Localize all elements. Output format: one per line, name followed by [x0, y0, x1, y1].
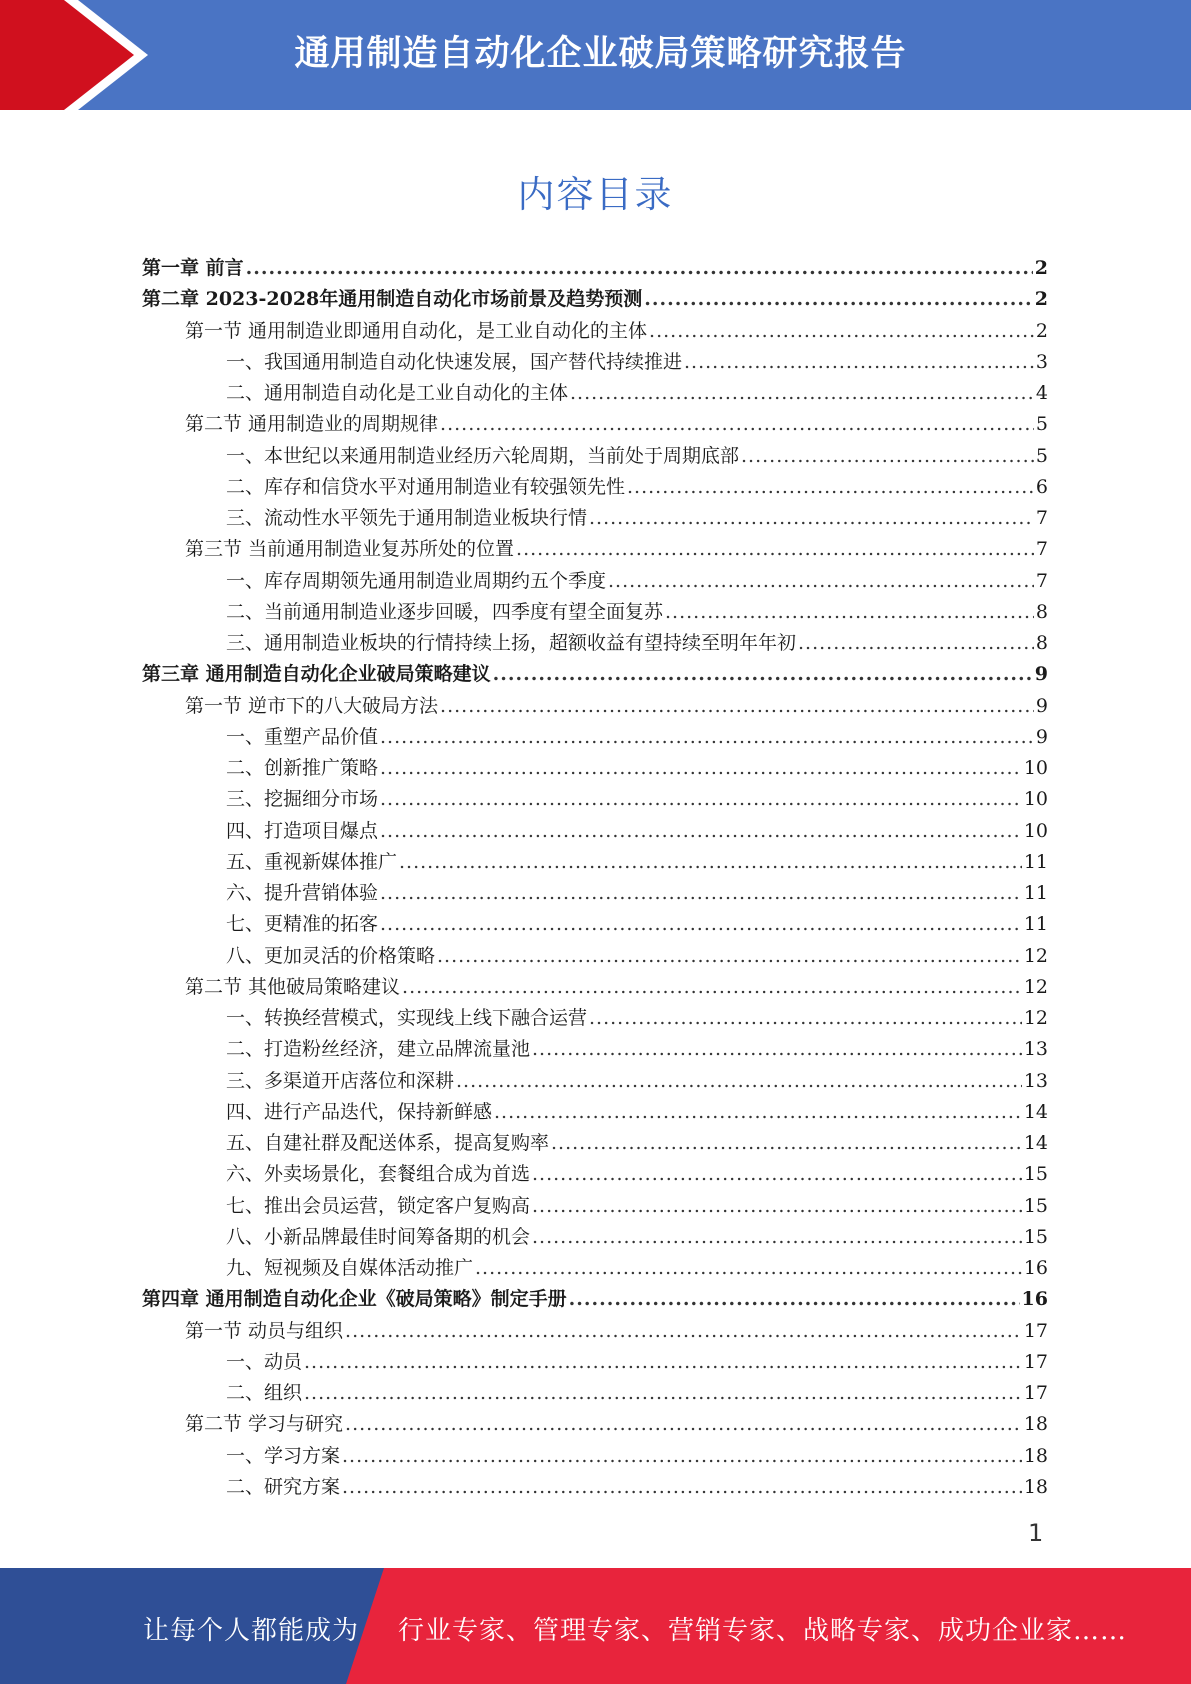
toc-entry-page: 12 — [1023, 944, 1048, 967]
toc-entry-page: 11 — [1023, 850, 1048, 873]
toc-entry-page: 7 — [1035, 569, 1048, 592]
toc-subsection-entry[interactable] — [142, 1034, 1048, 1065]
toc-subsection-entry[interactable] — [142, 1253, 1048, 1284]
toc-dot-leader — [608, 566, 1034, 597]
toc-dot-leader — [741, 441, 1034, 472]
toc-dot-leader — [516, 534, 1034, 565]
toc-entry-title: 第二节 学习与研究 — [185, 1413, 344, 1436]
toc-chapter-entry[interactable] — [142, 659, 1048, 690]
toc-entry-page: 5 — [1035, 413, 1048, 436]
toc-entry-page: 11 — [1023, 882, 1048, 904]
toc-subsection-entry[interactable] — [142, 628, 1048, 659]
toc-entry-title: 第一节 动员与组织 — [185, 1319, 344, 1342]
toc-entry-page: 14 — [1023, 1132, 1048, 1154]
toc-dot-leader — [456, 1066, 1022, 1097]
table-of-contents — [142, 253, 1048, 1503]
toc-subsection-entry[interactable] — [142, 378, 1048, 409]
toc-entry-title: 六、提升营销体验 — [226, 882, 379, 904]
toc-dot-leader — [493, 659, 1033, 690]
toc-dot-leader — [569, 1284, 1020, 1315]
toc-dot-leader — [304, 1347, 1022, 1378]
toc-dot-leader — [532, 1191, 1022, 1222]
toc-entry-title: 第一章 前言 — [142, 257, 244, 279]
toc-entry-page: 18 — [1023, 1444, 1048, 1467]
footer-banner — [0, 1568, 1191, 1684]
toc-entry-page: 14 — [1023, 1100, 1048, 1123]
toc-dot-leader — [440, 409, 1034, 440]
toc-dot-leader — [304, 1378, 1022, 1409]
toc-entry-page: 16 — [1023, 1257, 1048, 1279]
toc-subsection-entry[interactable] — [142, 753, 1048, 784]
toc-dot-leader — [440, 691, 1034, 722]
toc-entry-title: 第四章 通用制造自动化企业《破局策略》制定手册 — [142, 1288, 567, 1311]
toc-dot-leader — [380, 784, 1022, 815]
page-number: 1 — [1028, 1519, 1044, 1547]
toc-entry-page: 17 — [1023, 1319, 1048, 1342]
toc-dot-leader — [649, 316, 1034, 347]
toc-entry-page: 13 — [1023, 1069, 1048, 1092]
toc-entry-page: 2 — [1034, 288, 1048, 311]
toc-chapter-entry[interactable] — [142, 1284, 1048, 1315]
toc-dot-leader — [684, 347, 1034, 378]
toc-entry-page: 17 — [1023, 1382, 1048, 1404]
toc-dot-leader — [342, 1472, 1022, 1503]
toc-entry-page: 10 — [1023, 819, 1048, 842]
toc-dot-leader — [589, 503, 1034, 534]
toc-entry-title: 二、通用制造自动化是工业自动化的主体 — [226, 382, 569, 404]
toc-entry-title: 一、库存周期领先通用制造业周期约五个季度 — [226, 569, 607, 592]
toc-subsection-entry[interactable] — [142, 597, 1048, 628]
toc-section-entry[interactable] — [142, 1409, 1048, 1440]
toc-entry-page: 16 — [1021, 1288, 1048, 1311]
toc-entry-page: 9 — [1035, 694, 1048, 717]
toc-dot-leader — [246, 253, 1033, 284]
toc-entry-page: 7 — [1035, 538, 1048, 561]
toc-entry-page: 7 — [1035, 507, 1048, 529]
toc-entry-title: 二、库存和信贷水平对通用制造业有较强领先性 — [226, 475, 626, 498]
toc-entry-page: 2 — [1035, 319, 1048, 342]
toc-subsection-entry[interactable] — [142, 722, 1048, 753]
toc-subsection-entry[interactable] — [142, 1159, 1048, 1190]
toc-entry-page: 2 — [1034, 257, 1048, 279]
toc-entry-title: 七、推出会员运营，锁定客户复购高 — [226, 1194, 531, 1217]
toc-entry-page: 8 — [1035, 632, 1048, 654]
toc-dot-leader — [532, 1222, 1022, 1253]
toc-subsection-entry[interactable] — [142, 878, 1048, 909]
report-title: 通用制造自动化企业破局策略研究报告 — [294, 34, 907, 74]
toc-section-entry[interactable] — [142, 534, 1048, 565]
toc-entry-title: 四、打造项目爆点 — [226, 819, 379, 842]
toc-chapter-entry[interactable] — [142, 253, 1048, 284]
toc-entry-title: 一、学习方案 — [226, 1444, 341, 1467]
toc-subsection-entry[interactable] — [142, 847, 1048, 878]
toc-entry-page: 9 — [1034, 663, 1048, 686]
toc-dot-leader — [342, 1441, 1022, 1472]
toc-dot-leader — [437, 941, 1022, 972]
toc-section-entry[interactable] — [142, 972, 1048, 1003]
toc-subsection-entry[interactable] — [142, 941, 1048, 972]
toc-dot-leader — [402, 972, 1022, 1003]
toc-subsection-entry[interactable] — [142, 347, 1048, 378]
toc-dot-leader — [532, 1159, 1022, 1190]
toc-entry-page: 5 — [1035, 444, 1048, 467]
toc-entry-page: 10 — [1023, 757, 1048, 779]
toc-entry-page: 12 — [1023, 1007, 1048, 1029]
toc-section-entry[interactable] — [142, 1316, 1048, 1347]
toc-entry-page: 12 — [1023, 975, 1048, 998]
toc-subsection-entry[interactable] — [142, 472, 1048, 503]
toc-entry-title: 二、当前通用制造业逐步回暖，四季度有望全面复苏 — [226, 600, 664, 623]
toc-entry-page: 3 — [1035, 350, 1048, 373]
toc-dot-leader — [627, 472, 1034, 503]
toc-entry-title: 一、转换经营模式，实现线上线下融合运营 — [226, 1007, 588, 1029]
toc-entry-title: 一、重塑产品价值 — [226, 725, 379, 748]
toc-entry-page: 15 — [1023, 1225, 1048, 1248]
toc-dot-leader — [532, 1034, 1022, 1065]
toc-entry-title: 五、自建社群及配送体系，提高复购率 — [226, 1132, 550, 1154]
toc-dot-leader — [380, 878, 1022, 909]
toc-dot-leader — [380, 909, 1022, 940]
toc-dot-leader — [494, 1097, 1022, 1128]
toc-dot-leader — [380, 753, 1022, 784]
toc-subsection-entry[interactable] — [142, 1472, 1048, 1503]
toc-subsection-entry[interactable] — [142, 1128, 1048, 1159]
toc-entry-title: 二、研究方案 — [226, 1475, 341, 1498]
toc-entry-page: 18 — [1023, 1413, 1048, 1436]
toc-dot-leader — [570, 378, 1034, 409]
toc-subsection-entry[interactable] — [142, 1003, 1048, 1034]
toc-entry-title: 三、流动性水平领先于通用制造业板块行情 — [226, 507, 588, 529]
toc-entry-title: 第三节 当前通用制造业复苏所处的位置 — [185, 538, 515, 561]
toc-entry-title: 第一节 逆市下的八大破局方法 — [185, 694, 439, 717]
toc-entry-title: 九、短视频及自媒体活动推广 — [226, 1257, 474, 1279]
toc-dot-leader — [475, 1253, 1022, 1284]
toc-dot-leader — [345, 1409, 1022, 1440]
toc-entry-page: 6 — [1035, 475, 1048, 498]
toc-dot-leader — [399, 847, 1022, 878]
toc-dot-leader — [665, 597, 1034, 628]
toc-subsection-entry[interactable] — [142, 816, 1048, 847]
toc-entry-title: 一、本世纪以来通用制造业经历六轮周期，当前处于周期底部 — [226, 444, 740, 467]
toc-subsection-entry[interactable] — [142, 566, 1048, 597]
toc-section-entry[interactable] — [142, 409, 1048, 440]
toc-entry-page: 9 — [1035, 725, 1048, 748]
toc-subsection-entry[interactable] — [142, 503, 1048, 534]
toc-subsection-entry[interactable] — [142, 1347, 1048, 1378]
toc-entry-title: 三、挖掘细分市场 — [226, 788, 379, 811]
toc-entry-title: 二、组织 — [226, 1382, 303, 1404]
toc-entry-title: 第一节 通用制造业即通用自动化，是工业自动化的主体 — [185, 319, 648, 342]
toc-dot-leader — [380, 722, 1034, 753]
header-banner — [0, 0, 1191, 110]
toc-entry-page: 10 — [1023, 788, 1048, 811]
toc-entry-page: 11 — [1023, 913, 1048, 936]
toc-entry-title: 七、更精准的拓客 — [226, 913, 379, 936]
toc-entry-page: 15 — [1023, 1163, 1048, 1186]
toc-entry-title: 二、打造粉丝经济，建立品牌流量池 — [226, 1038, 531, 1061]
toc-entry-title: 第二节 其他破局策略建议 — [185, 975, 401, 998]
toc-entry-title: 一、我国通用制造自动化快速发展，国产替代持续推进 — [226, 350, 683, 373]
toc-entry-page: 8 — [1035, 600, 1048, 623]
toc-subsection-entry[interactable] — [142, 909, 1048, 940]
toc-dot-leader — [644, 284, 1033, 315]
toc-entry-title: 八、小新品牌最佳时间筹备期的机会 — [226, 1225, 531, 1248]
toc-heading: 内容目录 — [517, 173, 674, 216]
toc-subsection-entry[interactable] — [142, 784, 1048, 815]
toc-section-entry[interactable] — [142, 691, 1048, 722]
toc-entry-title: 六、外卖场景化，套餐组合成为首选 — [226, 1163, 531, 1186]
toc-entry-title: 三、通用制造业板块的行情持续上扬，超额收益有望持续至明年年初 — [226, 632, 797, 654]
toc-entry-title: 第二章 2023-2028年通用制造自动化市场前景及趋势预测 — [142, 288, 643, 311]
toc-subsection-entry[interactable] — [142, 441, 1048, 472]
toc-section-entry[interactable] — [142, 316, 1048, 347]
toc-dot-leader — [380, 816, 1022, 847]
toc-entry-title: 四、进行产品迭代，保持新鲜感 — [226, 1100, 493, 1123]
toc-entry-title: 八、更加灵活的价格策略 — [226, 944, 436, 967]
toc-subsection-entry[interactable] — [142, 1191, 1048, 1222]
toc-entry-page: 18 — [1023, 1475, 1048, 1498]
toc-dot-leader — [345, 1316, 1022, 1347]
toc-subsection-entry[interactable] — [142, 1378, 1048, 1409]
toc-entry-page: 13 — [1023, 1038, 1048, 1061]
footer-slogan-left: 让每个人都能成为 — [143, 1616, 360, 1646]
toc-subsection-entry[interactable] — [142, 1441, 1048, 1472]
toc-entry-title: 一、动员 — [226, 1350, 303, 1373]
toc-entry-page: 4 — [1035, 382, 1048, 404]
toc-dot-leader — [589, 1003, 1022, 1034]
toc-entry-page: 17 — [1023, 1350, 1048, 1373]
toc-entry-title: 三、多渠道开店落位和深耕 — [226, 1069, 455, 1092]
footer-slogan-right: 行业专家、管理专家、营销专家、战略专家、成功企业家…… — [398, 1616, 1128, 1646]
toc-entry-title: 五、重视新媒体推广 — [226, 850, 398, 873]
toc-subsection-entry[interactable] — [142, 1097, 1048, 1128]
toc-dot-leader — [551, 1128, 1022, 1159]
toc-entry-title: 第三章 通用制造自动化企业破局策略建议 — [142, 663, 491, 686]
toc-entry-page: 15 — [1023, 1194, 1048, 1217]
toc-subsection-entry[interactable] — [142, 1066, 1048, 1097]
toc-entry-title: 二、创新推广策略 — [226, 757, 379, 779]
toc-dot-leader — [798, 628, 1034, 659]
toc-entry-title: 第二节 通用制造业的周期规律 — [185, 413, 439, 436]
toc-subsection-entry[interactable] — [142, 1222, 1048, 1253]
toc-chapter-entry[interactable] — [142, 284, 1048, 315]
